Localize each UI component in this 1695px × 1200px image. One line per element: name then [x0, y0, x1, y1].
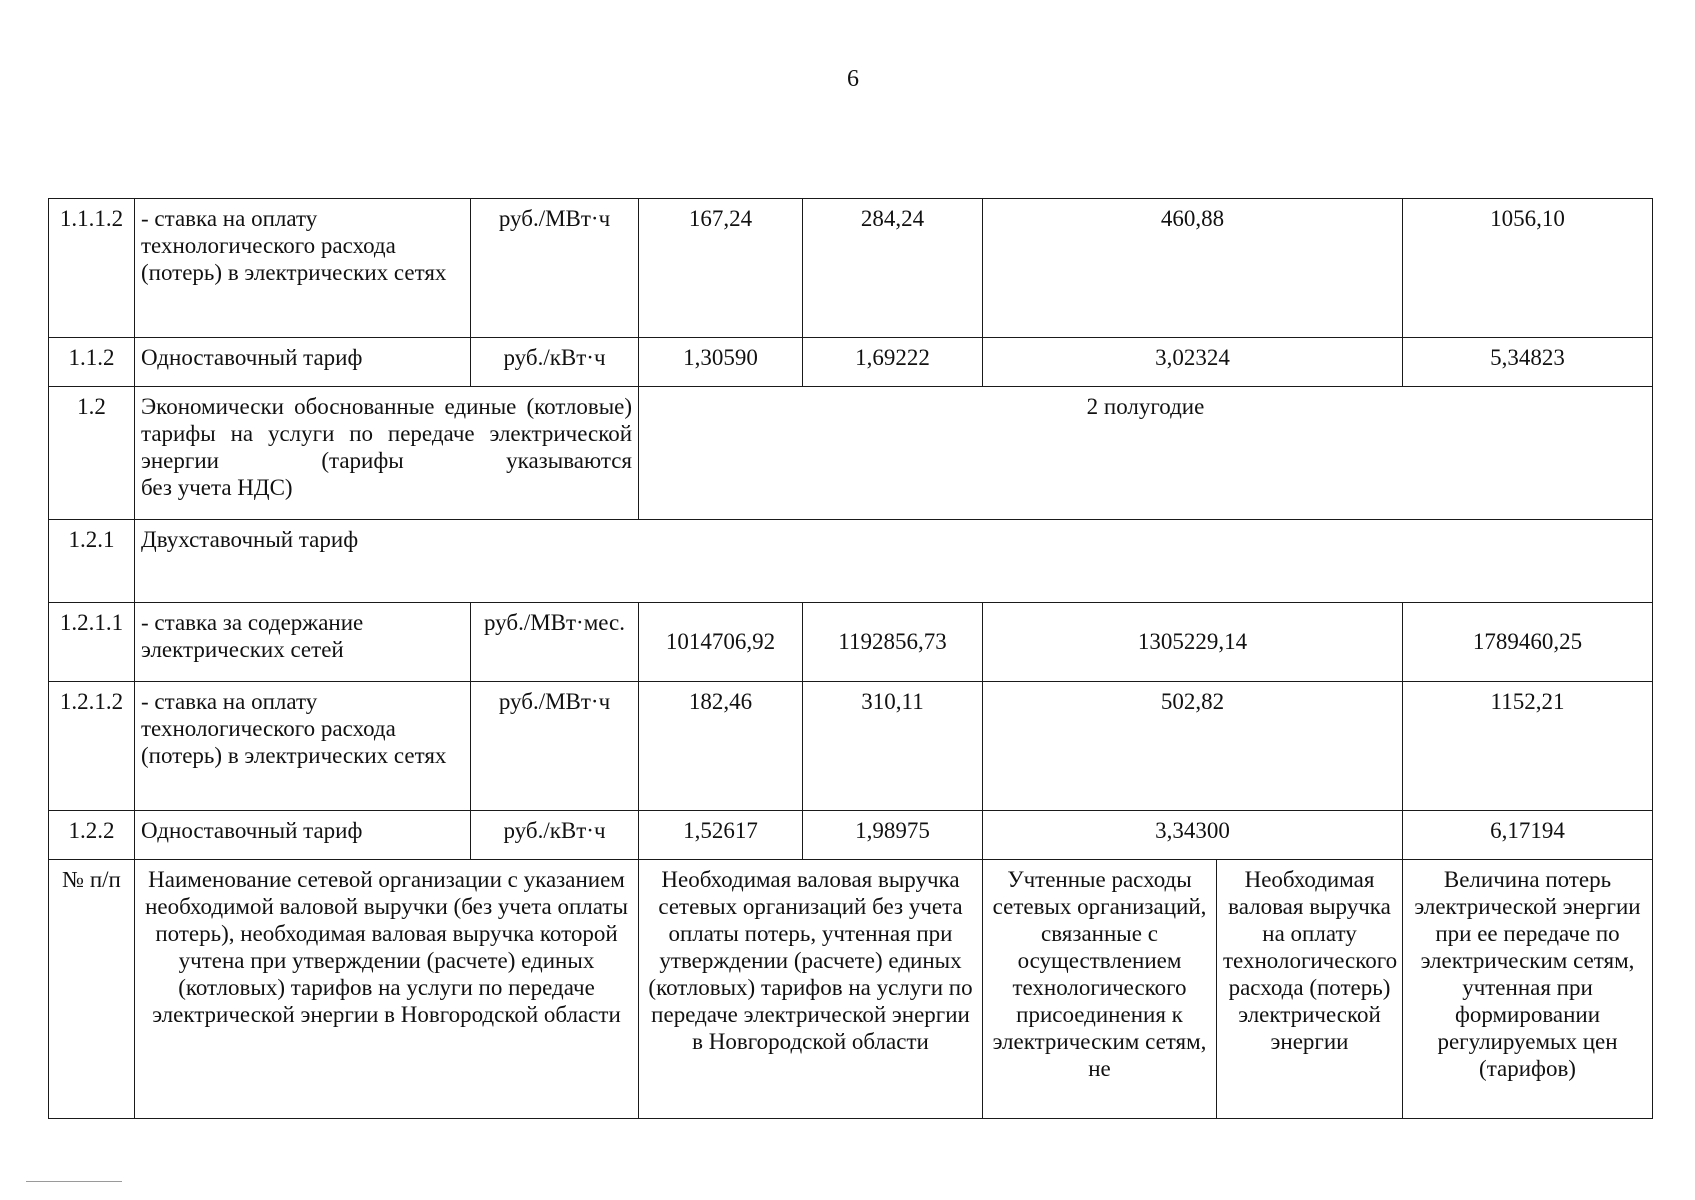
row-name: Одноставочный тариф	[135, 811, 471, 860]
table-row	[49, 520, 1653, 603]
row-name-line: Экономически обоснованные единые	[141, 394, 517, 419]
period-label: 2 полугодие	[639, 387, 1653, 520]
value-cell: 1305229,14	[983, 603, 1403, 682]
value-cell: 310,11	[803, 682, 983, 811]
row-unit: руб./МВт·мес.	[471, 603, 639, 682]
header-number: № п/п	[49, 860, 135, 1119]
value-cell: 1056,10	[1403, 199, 1653, 338]
row-unit: руб./МВт·ч	[471, 199, 639, 338]
header-required-revenue: Необходимая валовая выручка сетевых организаций без учета оплаты потерь, учтенная при утверждении (расчете) единых (котловых) тарифов на услуги по передаче электрической энергии в Новгородской области	[639, 860, 983, 1119]
value-cell: 1014706,92	[639, 603, 803, 682]
value-cell: 1,30590	[639, 338, 803, 387]
row-unit: руб./МВт·ч	[471, 682, 639, 811]
value-cell: 1789460,25	[1403, 603, 1653, 682]
header-connection-costs: Учтенные расходы сетевых организаций, связанные с осуществлением технологического присоединения к электрическим сетям, не	[983, 860, 1217, 1119]
row-name: - ставка на оплату технологического расхода (потерь) в электрических сетях	[135, 682, 471, 811]
table-row	[49, 682, 1653, 811]
row-name-line: без учета НДС)	[141, 475, 293, 500]
table-row	[49, 811, 1653, 860]
value-cell: 1,69222	[803, 338, 983, 387]
row-number: 1.2	[49, 387, 135, 520]
value-cell: 182,46	[639, 682, 803, 811]
row-number: 1.1.1.2	[49, 199, 135, 338]
value-cell: 6,17194	[1403, 811, 1653, 860]
table-row	[49, 603, 1653, 682]
row-name: - ставка за содержание электрических сетей	[135, 603, 471, 682]
row-name: Двухставочный тариф	[135, 520, 1653, 603]
table-header-row	[49, 860, 1653, 1119]
row-number: 1.2.2	[49, 811, 135, 860]
table-row	[49, 387, 1653, 520]
row-number: 1.2.1.2	[49, 682, 135, 811]
row-unit: руб./кВт·ч	[471, 338, 639, 387]
value-cell: 1,98975	[803, 811, 983, 860]
value-cell: 3,34300	[983, 811, 1403, 860]
header-loss-revenue: Необходимая валовая выручка на оплату технологического расхода (потерь) электрической энергии	[1217, 860, 1403, 1119]
value-cell: 1192856,73	[803, 603, 983, 682]
row-number: 1.2.1	[49, 520, 135, 603]
row-number: 1.2.1.1	[49, 603, 135, 682]
row-name: - ставка на оплату технологического расхода (потерь) в электрических сетях	[135, 199, 471, 338]
value-cell: 460,88	[983, 199, 1403, 338]
value-cell: 502,82	[983, 682, 1403, 811]
value-cell: 284,24	[803, 199, 983, 338]
table-row	[49, 338, 1653, 387]
footer-divider	[26, 1181, 122, 1182]
value-cell: 3,02324	[983, 338, 1403, 387]
row-name-line: (котловые) тарифы на услуги по передаче	[141, 394, 633, 446]
row-number: 1.1.2	[49, 338, 135, 387]
table-row	[49, 199, 1653, 338]
row-unit: руб./кВт·ч	[471, 811, 639, 860]
row-name: Одноставочный тариф	[135, 338, 471, 387]
value-cell: 1152,21	[1403, 682, 1653, 811]
header-loss-volume: Величина потерь электрической энергии при ее передаче по электрическим сетям, учтенная при формировании регулируемых цен (тарифов)	[1403, 860, 1653, 1119]
value-cell: 5,34823	[1403, 338, 1653, 387]
page-number: 6	[847, 66, 859, 92]
header-organization-name: Наименование сетевой организации с указанием необходимой валовой выручки (без учета оплаты потерь), необходимая валовая выручка которой учтена при утверждении (расчете) единых (котловых) тарифов на услуги по передаче электрической энергии в Новгородской области	[135, 860, 639, 1119]
row-name	[135, 387, 639, 520]
value-cell: 1,52617	[639, 811, 803, 860]
tariff-table	[48, 198, 1653, 1119]
value-cell: 167,24	[639, 199, 803, 338]
row-name-line: электрической энергии (тарифы указываются	[141, 421, 633, 473]
